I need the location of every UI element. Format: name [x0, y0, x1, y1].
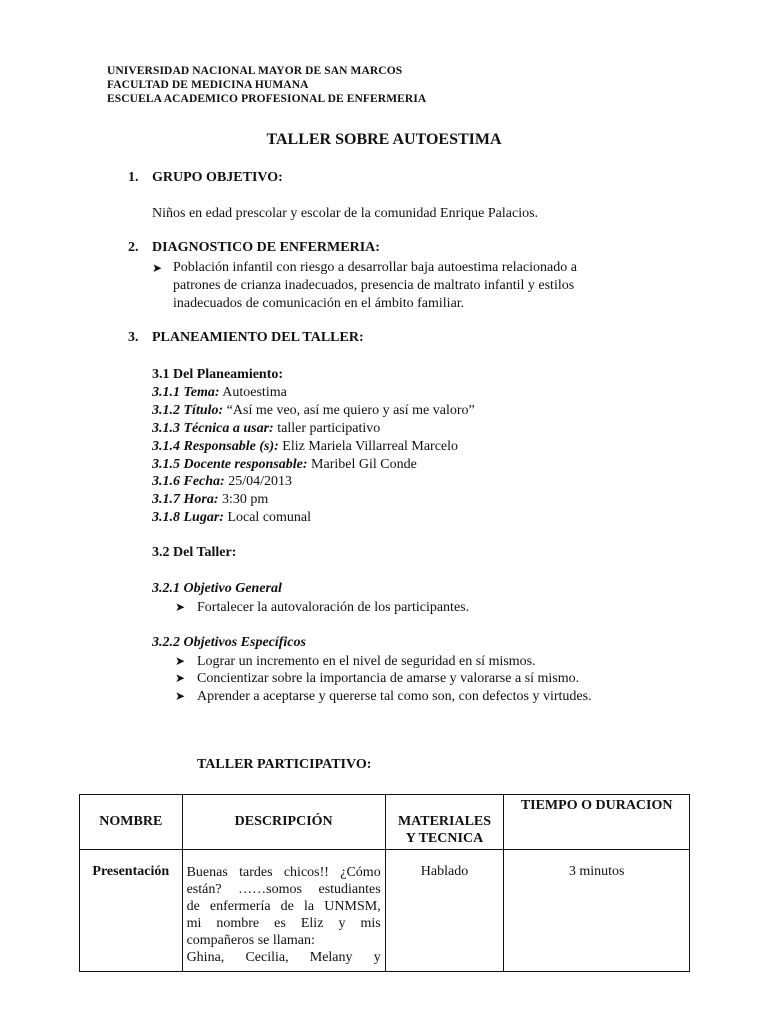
- document-title: TALLER SOBRE AUTOESTIMA: [266, 131, 502, 148]
- header-nombre: NOMBRE: [80, 795, 183, 850]
- item-value: 3:30 pm: [218, 492, 269, 507]
- table-row: [80, 850, 690, 972]
- item-value: Eliz Mariela Villarreal Marcelo: [278, 439, 459, 454]
- target-group-text: Niños en edad prescolar y escolar de la comunidad Enrique Palacios.: [152, 206, 539, 221]
- plan-item-theme: [152, 384, 287, 402]
- section-title: DIAGNOSTICO DE ENFERMERIA:: [152, 240, 380, 255]
- item-value: Autoestima: [219, 385, 287, 400]
- description-line: Buenas tardes chicos!! ¿Cómo: [186, 865, 381, 880]
- description-line: mi nombre es Eliz y mis: [186, 916, 381, 931]
- cell-tiempo: 3 minutos: [504, 850, 690, 972]
- item-label: 3.1.4 Responsable (s):: [152, 439, 279, 454]
- specific-objectives-heading: 3.2.2 Objetivos Específicos: [152, 635, 306, 650]
- specific-objective-item: [175, 687, 592, 706]
- arrowhead-bullet-icon: ➤: [175, 689, 186, 703]
- faculty-name: FACULTAD DE MEDICINA HUMANA: [107, 79, 309, 91]
- item-label: 3.1.5 Docente responsable:: [152, 457, 308, 472]
- header-descripcion: DESCRIPCIÓN: [182, 795, 385, 850]
- section-number: 1.: [128, 170, 139, 185]
- item-label: 3.1.3 Técnica a usar:: [152, 421, 274, 436]
- arrowhead-bullet-icon: ➤: [175, 654, 186, 668]
- item-label: 3.1.7 Hora:: [152, 492, 219, 507]
- section-3-heading: [128, 330, 364, 346]
- diagnosis-line: inadecuados de comunicación en el ámbito familiar.: [173, 296, 465, 311]
- description-line: Ghina, Cecilia, Melany y: [186, 950, 381, 965]
- objective-text: Fortalecer la autovaloración de los participantes.: [197, 600, 470, 615]
- plan-item-teacher: [152, 456, 417, 474]
- header-materiales-line: Y TECNICA: [405, 831, 484, 846]
- item-label: 3.1.6 Fecha:: [152, 474, 225, 489]
- item-value: Local comunal: [223, 510, 312, 525]
- diagnosis-bullet: [152, 259, 662, 313]
- diagnosis-line: patrones de crianza inadecuados, presencia de maltrato infantil y estilos: [173, 278, 575, 293]
- section-title: PLANEAMIENTO DEL TALLER:: [152, 330, 364, 345]
- item-label: 3.1.2 Título:: [152, 403, 224, 418]
- objective-text: Aprender a aceptarse y quererse tal como son, con defectos y virtudes.: [197, 689, 592, 704]
- section-title: GRUPO OBJETIVO:: [152, 170, 283, 185]
- general-objective-heading: 3.2.1 Objetivo General: [152, 581, 282, 596]
- specific-objective-item: [175, 669, 579, 688]
- section-number: 2.: [128, 240, 139, 255]
- workshop-table: [79, 794, 690, 972]
- header-materiales: [385, 795, 504, 850]
- item-value: 25/04/2013: [224, 474, 292, 489]
- plan-item-title: [152, 402, 475, 420]
- objective-text: Lograr un incremento en el nivel de seguridad en sí mismos.: [197, 654, 536, 669]
- diagnosis-line: Población infantil con riesgo a desarrollar baja autoestima relacionado a: [173, 260, 577, 275]
- arrowhead-bullet-icon: ➤: [152, 261, 163, 275]
- plan-item-place: [152, 509, 311, 527]
- cell-materiales: Hablado: [385, 850, 504, 972]
- section-1-heading: [128, 170, 283, 186]
- description-line: están? ……somos estudiantes: [186, 882, 381, 897]
- plan-item-date: [152, 473, 292, 491]
- planning-subheading: 3.1 Del Planeamiento:: [152, 367, 284, 382]
- workshop-subheading: 3.2 Del Taller:: [152, 545, 237, 560]
- section-2-heading: [128, 240, 380, 256]
- arrowhead-bullet-icon: ➤: [175, 671, 186, 685]
- header-tiempo: TIEMPO O DURACION: [504, 795, 690, 850]
- item-value: “Así me veo, así me quiero y así me valoro”: [223, 403, 475, 418]
- general-objective-item: [175, 598, 469, 617]
- item-value: Maribel Gil Conde: [307, 457, 417, 472]
- item-label: 3.1.8 Lugar:: [152, 510, 224, 525]
- school-name: ESCUELA ACADEMICO PROFESIONAL DE ENFERMERIA: [107, 93, 427, 105]
- university-name: UNIVERSIDAD NACIONAL MAYOR DE SAN MARCOS: [107, 65, 403, 77]
- cell-descripcion: [182, 850, 385, 972]
- section-number: 3.: [128, 330, 139, 345]
- table-header-row: [80, 795, 690, 850]
- plan-item-time: [152, 491, 268, 509]
- arrowhead-bullet-icon: ➤: [175, 600, 186, 614]
- plan-item-technique: [152, 420, 380, 438]
- cell-nombre: Presentación: [80, 850, 183, 972]
- item-value: taller participativo: [273, 421, 381, 436]
- table-title: TALLER PARTICIPATIVO:: [197, 757, 372, 772]
- objective-text: Concientizar sobre la importancia de amarse y valorarse a sí mismo.: [197, 671, 580, 686]
- description-line: compañeros se llaman:: [186, 933, 315, 948]
- item-label: 3.1.1 Tema:: [152, 385, 220, 400]
- description-line: de enfermería de la UNMSM,: [186, 899, 381, 914]
- plan-item-responsible: [152, 438, 458, 456]
- header-materiales-line: MATERIALES: [397, 814, 492, 829]
